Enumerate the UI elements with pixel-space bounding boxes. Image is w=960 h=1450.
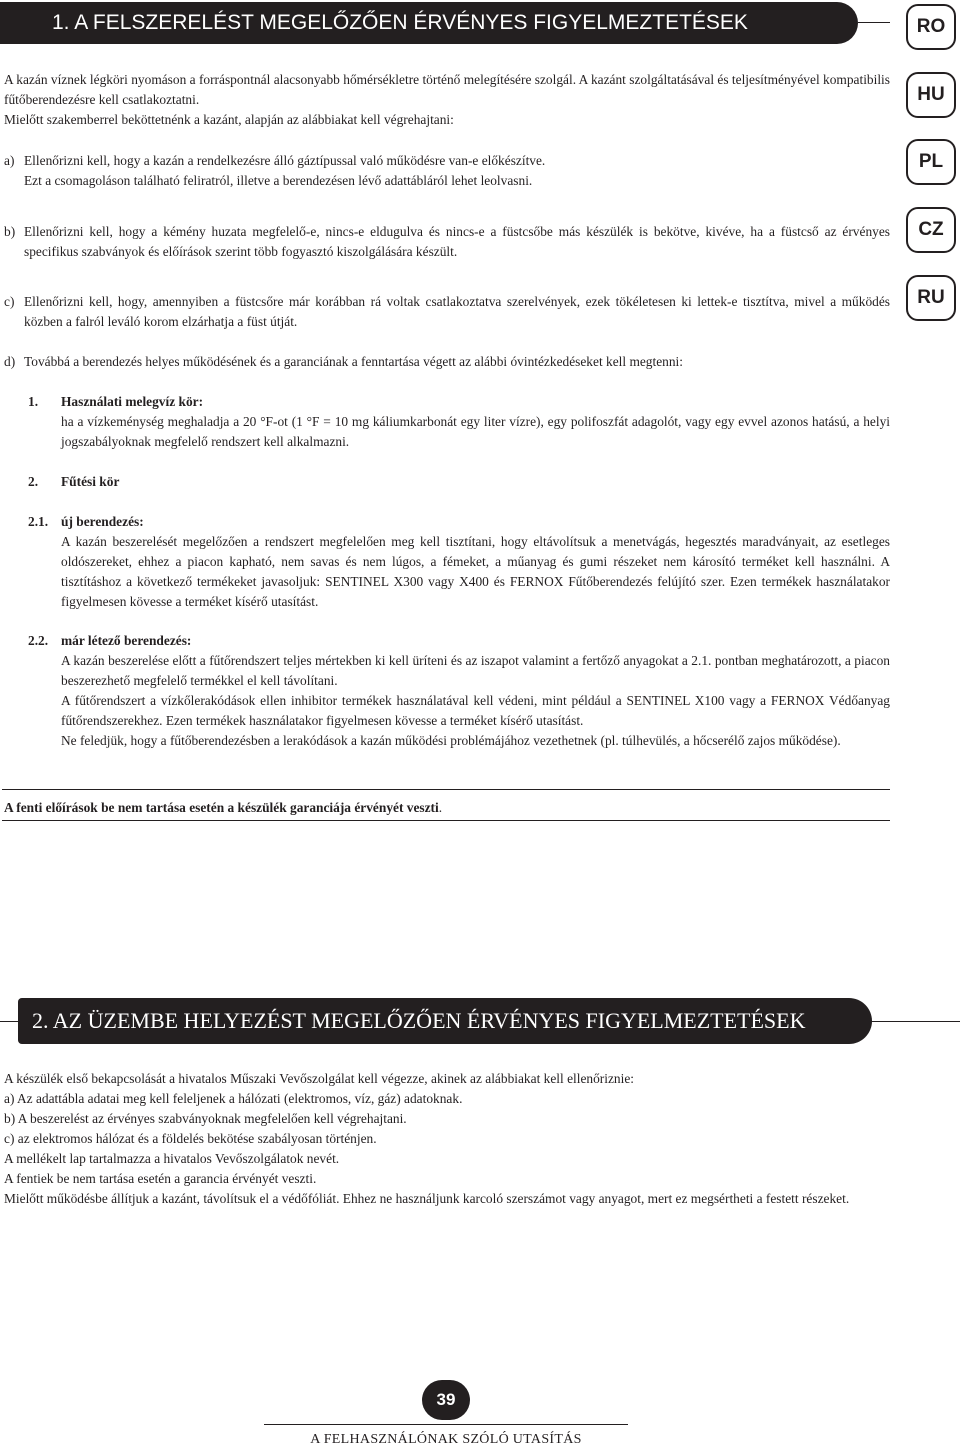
item-b-text: Ellenőrizni kell, hogy a kémény huzata megfelelő-e, nincs-e eldugulva és nincs-e a füstcsőbe más készülék is bekötve, kivéve, ha a füstcső az érvényes specifikus szabványok és előírások szerint több fogyasztó kiszolgálására készült. <box>24 224 890 259</box>
item-a-marker: a) <box>4 153 15 168</box>
lang-tab-ru[interactable]: RU <box>906 275 956 321</box>
item-b-marker: b) <box>4 224 16 239</box>
s22-text-1: A kazán beszerelése előtt a fűtőrendszert teljes mértekben ki kell üríteni és az iszapot valamint a fertőző anyagokat a 2.1. pontban meghatározott, a piacon beszerezhető megfelelő termékkel el kell távolítani. <box>61 653 890 688</box>
s1-number: 1. <box>28 394 39 409</box>
intro-paragraph-2: Mielőtt szakemberrel beköttetnénk a kazánt, alapján az alábbiakat kell végrehajtani: <box>4 112 454 127</box>
s21-number: 2.1. <box>28 514 49 529</box>
lang-tab-hu[interactable]: HU <box>906 72 956 118</box>
s22-text-3: Ne feledjük, hogy a fűtőberendezésben a lerakódások a kazán működési problémájához vezethetnek (pl. túlhevülés, a hőcserélő zajos működése). <box>61 733 841 748</box>
intro-paragraph: A kazán víznek légköri nyomáson a forráspontnál alacsonyabb hőmérsékletre történő melegítésére szolgál. A kazánt szolgáltatásával és teljesítményével kompatibilis fűtőberendezésre kell csatlakoztatni. <box>4 72 890 107</box>
s2-line-7: Mielőtt működésbe állítjuk a kazánt, távolítsuk el a védőfóliát. Ehhez ne használjunk karcoló szerszámot vagy anyagot, mert ez megsértheti a festett részeket. <box>4 1191 850 1206</box>
s2-line-6: A fentiek be nem tartása esetén a garancia érvényét veszti. <box>4 1171 317 1186</box>
item-a-text: Ellenőrizni kell, hogy a kazán a rendelkezésre álló gáztípussal való működésre van-e előkészítve. <box>24 153 546 168</box>
s2-title: Fűtési kör <box>61 474 120 489</box>
page-number: 39 <box>422 1380 470 1420</box>
lang-tab-cz[interactable]: CZ <box>906 207 956 253</box>
s21-text: A kazán beszerelését megelőzően a rendszert megfelelően meg kell tisztítani, hogy eltávolítsuk a menetvágás, hegesztés maradványait, az esetleges oldószereket, ehhez a piacon kapható, nem savas és nem lúgos, a fémeket, a műanyag és gumi részeket nem károsító terméket kell használni. A tisztításhoz a következő termékeket javasoljuk: SENTINEL X300 vagy X400 és FERNOX Fűtőberendezés felújító szer. Ezen termékek használatakor figyelmesen kövesse a terméket kísérő utasítást. <box>61 534 890 609</box>
warning-period: . <box>438 800 443 815</box>
item-d-marker: d) <box>4 354 16 369</box>
footer-rule <box>264 1424 628 1425</box>
s22-title: már létező berendezés: <box>61 633 192 648</box>
lang-tab-ro[interactable]: RO <box>906 4 956 50</box>
warning-bold: A fenti előírások be nem tartása esetén a készülék garanciája érvényét veszti <box>4 800 439 815</box>
item-a-text-2: Ezt a csomagoláson található feliratról, illetve a berendezésen lévő adattábláról lehet leolvasni. <box>24 173 533 188</box>
warning-rule-bottom <box>2 820 890 821</box>
section2-title: 2. AZ ÜZEMBE HELYEZÉST MEGELŐZŐEN ÉRVÉNYES FIGYELMEZTETÉSEK <box>32 1008 806 1033</box>
lang-tab-pl[interactable]: PL <box>906 139 956 185</box>
s2-line-4: c) az elektromos hálózat és a földelés bekötése szabályosan történjen. <box>4 1131 377 1146</box>
s2-line-5: A mellékelt lap tartalmazza a hivatalos Vevőszolgálatok nevét. <box>4 1151 340 1166</box>
header-rule <box>858 22 890 23</box>
s2-line-2: a) Az adattábla adatai meg kell feleljenek a hálózati (elektromos, víz, gáz) adatoknak. <box>4 1091 463 1106</box>
item-d-text: Továbbá a berendezés helyes működésének és a garanciának a fenntartása végett az alábbi óvintézkedéseket kell megtenni: <box>24 354 683 369</box>
s1-text: ha a vízkeménység meghaladja a 20 °F-ot (1 °F = 10 mg káliumkarbonát egy liter vízre), egy polifoszfát adagolót, vagy egy evvel azonos hatású, a helyi jogszabályoknak megfelelő rendszert kell alkalmazni. <box>61 414 890 449</box>
s1-title: Használati melegvíz kör: <box>61 394 204 409</box>
item-c-text: Ellenőrizni kell, hogy, amennyiben a füstcsőre már korábban rá voltak csatlakoztatva szerelvények, ezek tökéletesen ki lettek-e tisztítva, mivel a működés közben a falról leváló korom elzárhatja a füst útját. <box>24 294 890 329</box>
section1-title: 1. A FELSZERELÉST MEGELŐZŐEN ÉRVÉNYES FIGYELMEZTETÉSEK <box>52 11 748 34</box>
s21-title: új berendezés: <box>61 514 144 529</box>
section1-header <box>0 2 858 44</box>
section2-header <box>18 998 872 1044</box>
warning-rule-top <box>2 789 890 790</box>
s2-line-1: A készülék első bekapcsolását a hivatalos Műszaki Vevőszolgálat kell végezze, akinek az alábbiakat kell ellenőriznie: <box>4 1071 634 1086</box>
footer-text: A FELHASZNÁLÓNAK SZÓLÓ UTASÍTÁS <box>310 1432 582 1447</box>
warning-text <box>4 798 890 818</box>
s2-line-3: b) A beszerelést az érvényes szabványoknak megfelelően kell végrehajtani. <box>4 1111 407 1126</box>
s22-number: 2.2. <box>28 633 49 648</box>
s22-text-2: A fűtőrendszert a vízkőlerakódások ellen inhibitor termékek használatával kell védeni, mint például a SENTINEL X100 vagy a FERNOX Védőanyag fűtőrendszerekhez. Ezen termékek használatakor figyelmesen kövesse a terméket kísérő utasítást. <box>61 693 890 728</box>
item-c-marker: c) <box>4 294 15 309</box>
s2-number: 2. <box>28 474 39 489</box>
